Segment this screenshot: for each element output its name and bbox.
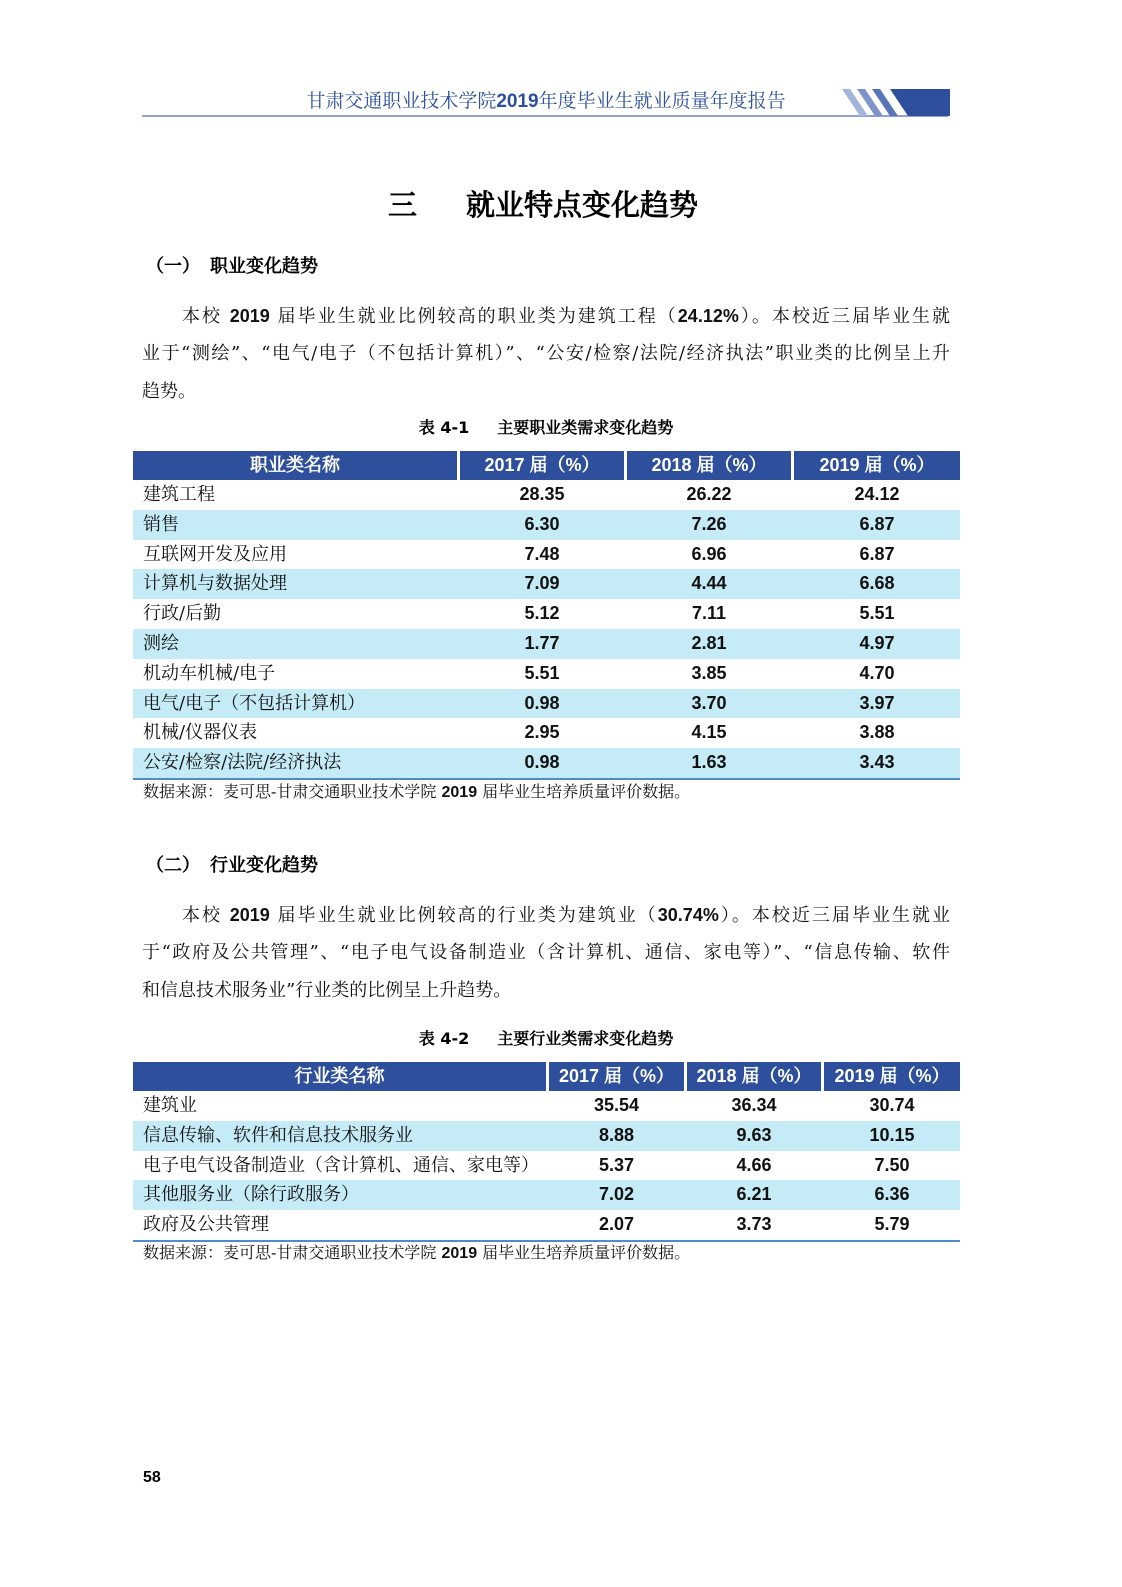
chapter-title-text: 就业特点变化趋势 <box>466 188 699 222</box>
cell-2019: 3.43 <box>859 752 895 773</box>
decoration-block <box>890 89 950 116</box>
table-caption-4-1 <box>142 417 950 439</box>
running-head-year: 2019 <box>496 91 539 112</box>
industry-trend-table <box>133 1062 960 1242</box>
occupation-trend-table <box>133 451 960 780</box>
row-label: 互联网开发及应用 <box>143 543 287 565</box>
column-header-2017: 2017 届（%） <box>549 1062 684 1091</box>
row-label: 电子电气设备制造业（含计算机、通信、家电等） <box>143 1154 539 1176</box>
row-label: 其他服务业（除行政服务） <box>143 1184 359 1206</box>
cell-2019: 30.74 <box>869 1095 915 1115</box>
year-number: 2019 <box>441 784 478 801</box>
table-row <box>133 540 960 570</box>
text-segment: 和信息技术服务业”行业类的比例呈上升趋势。 <box>142 980 512 1001</box>
cell-2017: 35.54 <box>593 1095 640 1115</box>
table-header-row <box>133 451 960 480</box>
cell-2019: 7.50 <box>874 1154 910 1175</box>
running-head-title-pre: 甘肃交通职业技术学院 <box>306 90 497 112</box>
section-heading-occupation <box>146 255 318 279</box>
page-number: 58 <box>143 1469 161 1486</box>
year-number: 2019 <box>441 1245 478 1262</box>
section-heading-industry <box>146 854 318 878</box>
cell-2017: 28.35 <box>519 484 565 504</box>
column-header-2019: 2019 届（%） <box>794 451 960 480</box>
cell-2018: 26.22 <box>686 484 732 504</box>
row-label: 行政/后勤 <box>143 603 222 625</box>
column-header-industry: 行业类名称 <box>133 1062 546 1091</box>
row-label: 电气/电子（不包括计算机） <box>143 692 366 714</box>
cell-2017: 7.09 <box>524 573 560 594</box>
cell-2018: 9.63 <box>736 1124 772 1145</box>
section-number: （一） <box>146 256 200 277</box>
cell-2017: 8.88 <box>598 1124 635 1145</box>
text-segment: 趋势。 <box>142 381 196 402</box>
section-number: （二） <box>146 855 200 876</box>
paragraph-line <box>142 972 950 1010</box>
cell-2019: 24.12 <box>854 484 900 504</box>
row-label: 公安/检察/法院/经济执法 <box>143 752 342 774</box>
cell-2017: 5.12 <box>524 603 560 624</box>
paragraph-line <box>142 297 950 335</box>
row-label: 建筑业 <box>143 1095 197 1116</box>
table-source-note <box>143 1242 690 1264</box>
cell-2018: 7.11 <box>691 603 727 624</box>
caption-title: 主要职业类需求变化趋势 <box>497 418 674 437</box>
table-header-row <box>133 1062 960 1091</box>
text-segment: ）。本校近三届毕业生就 <box>738 306 950 327</box>
year-number: 2019 <box>229 905 270 925</box>
table-row <box>133 480 960 510</box>
cell-2017: 7.02 <box>598 1184 635 1205</box>
cell-2018: 6.21 <box>736 1184 772 1205</box>
cell-2017: 6.30 <box>524 513 560 534</box>
cell-2018: 3.85 <box>691 662 727 683</box>
table-row <box>133 569 960 599</box>
cell-2019: 5.51 <box>859 603 895 624</box>
row-label: 政府及公共管理 <box>143 1214 269 1236</box>
row-label: 机械/仪器仪表 <box>143 722 258 744</box>
text-segment: 届毕业生培养质量评价数据。 <box>477 782 691 801</box>
cell-2017: 0.98 <box>524 752 560 773</box>
table-row <box>133 629 960 659</box>
paragraph-line <box>142 335 950 373</box>
table-row <box>133 689 960 719</box>
table-row <box>133 599 960 629</box>
column-header-2019: 2019 届（%） <box>824 1062 960 1091</box>
text-segment: 数据来源：麦可思-甘肃交通职业技术学院 <box>143 1243 442 1262</box>
paragraph-line <box>142 373 950 411</box>
text-segment: ）。本校近三届毕业生就业 <box>718 905 950 926</box>
cell-2017: 1.77 <box>524 632 560 653</box>
text-segment: 本校 <box>182 306 230 327</box>
cell-2018: 4.15 <box>691 722 727 743</box>
year-number: 2019 <box>229 306 270 326</box>
caption-label: 表 4-1 <box>418 418 470 437</box>
row-label: 计算机与数据处理 <box>143 573 287 595</box>
text-segment: 届毕业生就业比例较高的职业类为建筑工程（ <box>269 306 678 327</box>
industry-paragraph <box>142 896 950 1010</box>
text-segment: 届毕业生就业比例较高的行业类为建筑业（ <box>269 905 658 926</box>
table-row <box>133 659 960 689</box>
table-row <box>133 748 960 778</box>
section-title: 职业变化趋势 <box>210 256 318 277</box>
cell-2018: 3.73 <box>736 1214 772 1235</box>
table-caption-4-2 <box>142 1028 950 1050</box>
paragraph-line <box>142 934 950 972</box>
section-title: 行业变化趋势 <box>210 855 318 876</box>
cell-2019: 4.97 <box>859 632 895 653</box>
table-source-note <box>143 781 690 803</box>
column-header-2017: 2017 届（%） <box>460 451 624 480</box>
occupation-paragraph <box>142 297 950 411</box>
cell-2018: 4.44 <box>691 573 727 594</box>
text-segment: 本校 <box>182 905 230 926</box>
text-segment: 数据来源：麦可思-甘肃交通职业技术学院 <box>143 782 442 801</box>
percentage-number: 30.74% <box>657 905 719 925</box>
text-segment: 于“政府及公共管理”、“电子电气设备制造业（含计算机、通信、家电等）”、“信息传输、软件 <box>142 942 950 963</box>
cell-2019: 10.15 <box>869 1124 915 1145</box>
cell-2019: 4.70 <box>859 662 895 683</box>
chapter-title <box>388 187 698 223</box>
caption-label: 表 4-2 <box>418 1029 470 1048</box>
row-label: 销售 <box>143 513 179 535</box>
cell-2018: 6.96 <box>691 543 727 564</box>
column-header-occupation: 职业类名称 <box>133 451 457 480</box>
table-row <box>133 1091 960 1121</box>
table-row <box>133 510 960 540</box>
row-label: 信息传输、软件和信息技术服务业 <box>143 1124 413 1146</box>
cell-2017: 5.37 <box>598 1154 635 1175</box>
chapter-number: 三 <box>388 188 418 222</box>
row-label: 测绘 <box>143 632 179 654</box>
cell-2018: 3.70 <box>691 692 727 713</box>
running-head-stripe-decoration <box>838 89 950 116</box>
cell-2019: 3.97 <box>859 692 895 713</box>
running-head-rule <box>142 115 948 117</box>
column-header-2018: 2018 届（%） <box>687 1062 821 1091</box>
text-segment: 业于“测绘”、“电气/电子（不包括计算机）”、“公安/检察/法院/经济执法”职业类的比例呈上升 <box>142 343 950 364</box>
cell-2018: 36.34 <box>731 1095 777 1115</box>
caption-title: 主要行业类需求变化趋势 <box>497 1029 674 1048</box>
cell-2019: 6.87 <box>859 543 895 564</box>
cell-2019: 6.87 <box>859 513 895 534</box>
row-label: 建筑工程 <box>143 484 215 505</box>
cell-2018: 1.63 <box>691 752 727 773</box>
running-head-title <box>142 89 950 113</box>
cell-2019: 5.79 <box>874 1214 910 1235</box>
cell-2018: 2.81 <box>691 632 727 653</box>
table-row <box>133 1121 960 1151</box>
cell-2018: 7.26 <box>691 513 727 534</box>
cell-2019: 6.68 <box>859 573 895 594</box>
cell-2018: 4.66 <box>736 1154 772 1175</box>
paragraph-line <box>142 896 950 934</box>
cell-2017: 5.51 <box>524 662 560 683</box>
cell-2017: 2.07 <box>598 1214 635 1235</box>
percentage-number: 24.12% <box>677 306 739 326</box>
cell-2019: 3.88 <box>859 722 895 743</box>
cell-2019: 6.36 <box>874 1184 910 1205</box>
table-row <box>133 1151 960 1181</box>
text-segment: 届毕业生培养质量评价数据。 <box>477 1243 691 1262</box>
column-header-2018: 2018 届（%） <box>627 451 791 480</box>
cell-2017: 7.48 <box>524 543 560 564</box>
cell-2017: 0.98 <box>524 692 560 713</box>
table-row <box>133 1180 960 1210</box>
table-row <box>133 718 960 748</box>
cell-2017: 2.95 <box>524 722 560 743</box>
running-head-title-post: 年度毕业生就业质量年度报告 <box>538 90 786 112</box>
row-label: 机动车机械/电子 <box>143 662 276 684</box>
table-row <box>133 1210 960 1240</box>
